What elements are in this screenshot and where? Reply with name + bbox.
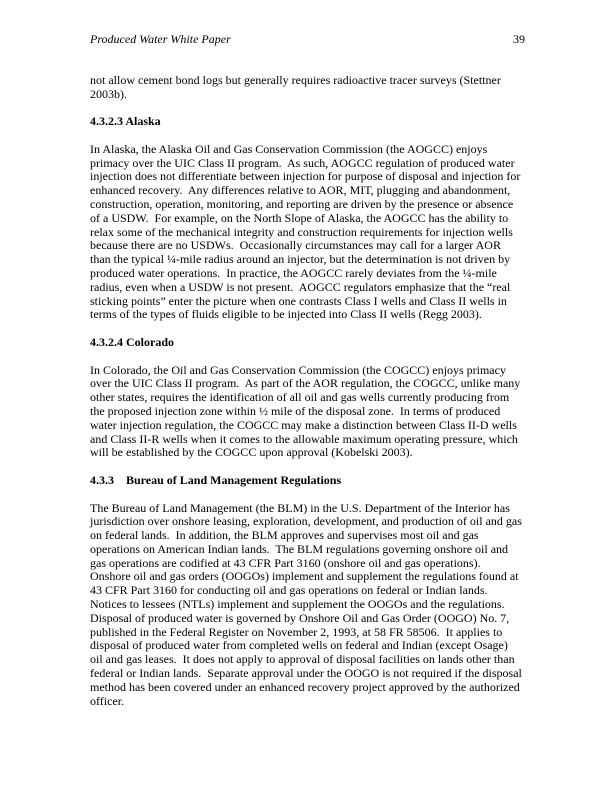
text-line: In Colorado, the Oil and Gas Conservation Commission (the COGCC) enjoys primacy: [90, 362, 506, 377]
text-line: the proposed injection zone within ½ mile of the disposal zone. In terms of produced: [90, 403, 501, 418]
text-line: over the UIC Class II program. As part of the AOR regulation, the COGCC, unlike many: [90, 376, 521, 391]
text-line: enhanced recovery. Any differences relative to AOR, MIT, plugging and abandonment,: [90, 183, 511, 198]
text-line: terms of the types of fluids eligible to be injected into Class II wells (Regg 2003).: [90, 307, 482, 322]
running-title: Produced Water White Paper: [90, 32, 231, 46]
text-line: In Alaska, the Alaska Oil and Gas Conservation Commission (the AOGCC) enjoys: [90, 141, 488, 156]
text-line: operations on American Indian lands. The BLM regulations governing onshore oil and: [90, 541, 509, 556]
text-line: Disposal of produced water is governed by Onshore Oil and Gas Order (OOGO) No. 7,: [90, 610, 510, 625]
section-heading-alaska: 4.3.2.3 Alaska: [90, 114, 161, 129]
paragraph-alaska: [90, 143, 546, 322]
text-line: disposal of produced water from completed wells on federal and Indian (except Osage): [90, 638, 508, 653]
page-header: [90, 33, 546, 47]
text-line: will be established by the COGCC upon approval (Kobelski 2003).: [90, 445, 413, 460]
paragraph-blm: [90, 502, 546, 709]
text-line: 2003b).: [90, 86, 127, 101]
text-line: of a USDW. For example, on the North Slope of Alaska, the AOGCC has the ability to: [90, 210, 509, 225]
text-line: other states, requires the identification of all oil and gas wells currently producing from: [90, 390, 510, 405]
text-line: gas operations are codified at 43 CFR Part 3160 (onshore oil and gas operations).: [90, 555, 481, 570]
text-line: jurisdiction over onshore leasing, exploration, development, and production of oil and gas: [90, 514, 522, 529]
text-line: published in the Federal Register on November 2, 1993, at 58 FR 58506. It applies to: [90, 624, 503, 639]
text-line: on federal lands. In addition, the BLM approves and supervises most oil and gas: [90, 528, 479, 543]
text-line: construction, operation, monitoring, and reporting are driven by the presence or absence: [90, 196, 514, 211]
text-line: oil and gas leases. It does not apply to approval of disposal facilities on lands other than: [90, 652, 515, 667]
text-line: federal or Indian lands. Separate approval under the OOGO is not required if the disposal: [90, 666, 522, 681]
text-line: produced water operations. In practice, the AOGCC rarely deviates from the ¼-mile: [90, 265, 497, 280]
text-line: injection does not differentiate between injection for purpose of disposal and injection for: [90, 169, 521, 184]
text-line: Onshore oil and gas orders (OOGOs) implement and supplement the regulations found at: [90, 569, 519, 584]
paragraph-colorado: [90, 364, 546, 461]
text-line: The Bureau of Land Management (the BLM) in the U.S. Department of the Interior has: [90, 500, 510, 515]
text-line: sticking points” enter the picture when one contrasts Class I wells and Class II wells in: [90, 293, 507, 308]
text-line: 43 CFR Part 3160 for conducting oil and gas operations on federal or Indian lands.: [90, 583, 488, 598]
intro-paragraph: [90, 74, 546, 102]
text-line: radius, even when a USDW is not present. AOGCC regulators emphasize that the “real: [90, 279, 511, 294]
text-line: primacy over the UIC Class II program. As such, AOGCC regulation of produced water: [90, 155, 515, 170]
text-line: than the typical ¼-mile radius around an injector, but the determination is not driven by: [90, 252, 511, 267]
text-line: water injection regulation, the COGCC may make a distinction between Class II-D wells: [90, 417, 517, 432]
text-line: because there are no USDWs. Occasionally circumstances may call for a larger AOR: [90, 238, 501, 253]
section-heading-colorado: 4.3.2.4 Colorado: [90, 334, 174, 349]
text-line: and Class II-R wells when it comes to the allowable maximum operating pressure, which: [90, 431, 518, 446]
text-line: officer.: [90, 693, 125, 708]
text-line: relax some of the mechanical integrity and construction requirements for injection wells: [90, 224, 513, 239]
text-line: method has been covered under an enhanced recovery project approved by the authorized: [90, 679, 520, 694]
text-line: Notices to lessees (NTLs) implement and supplement the OOGOs and the regulations.: [90, 597, 505, 612]
section-heading-blm: 4.3.3 Bureau of Land Management Regulations: [90, 472, 342, 487]
text-line: not allow cement bond logs but generally requires radioactive tracer surveys (Stettner: [90, 72, 501, 87]
page-number: 39: [513, 32, 525, 46]
